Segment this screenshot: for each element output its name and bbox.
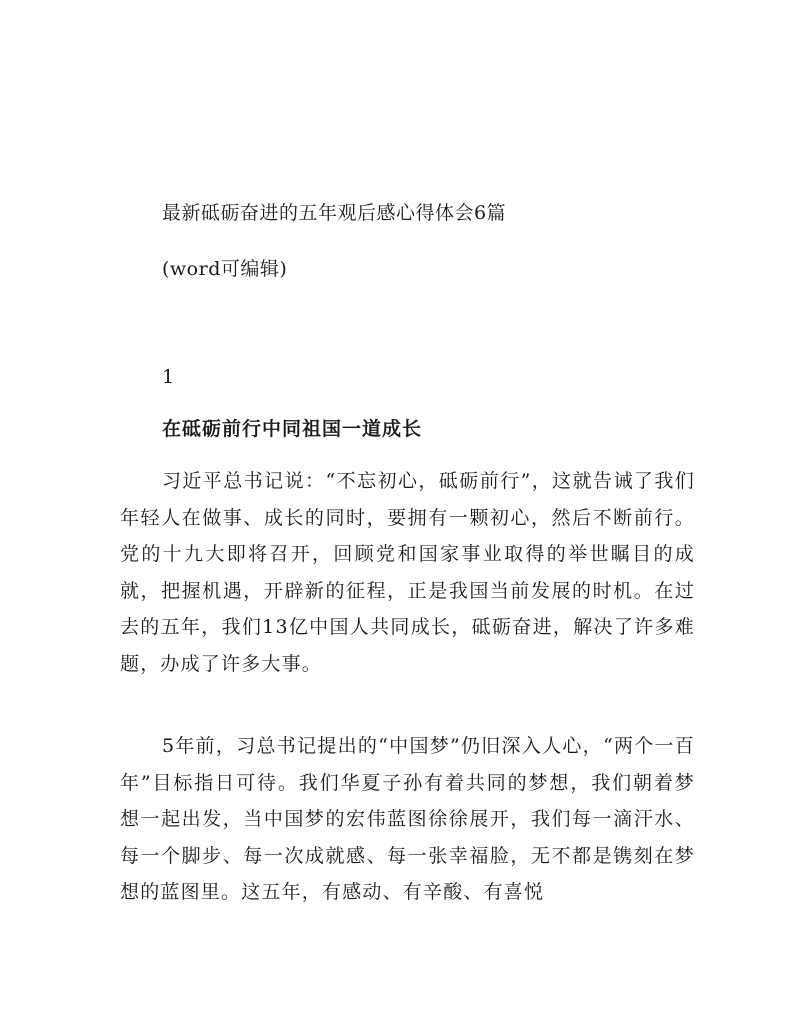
document-subtitle: (word可编辑) bbox=[162, 258, 288, 280]
document-title: 最新砥砺奋进的五年观后感心得体会6篇 bbox=[162, 202, 507, 224]
section-number: 1 bbox=[162, 366, 175, 388]
section-heading: 在砥砺前行中同祖国一道成长 bbox=[162, 418, 423, 440]
body-paragraph: 5年前，习总书记提出的“中国梦”仍旧深入人心，“两个一百年”目标指日可待。我们华夏子孙有着共同的梦想，我们朝着梦想一起出发，当中国梦的宏伟蓝图徐徐展开，我们每一滴汗水、每一个脚步、每一次成就感、每一张幸福脸，无不都是镌刻在梦想的蓝图里。这五年，有感动、有辛酸、有喜悦 bbox=[120, 735, 695, 903]
body-paragraph: 习近平总书记说：“不忘初心，砥砺前行”，这就告诫了我们年轻人在做事、成长的同时，要拥有一颗初心，然后不断前行。党的十九大即将召开，回顾党和国家事业取得的举世瞩目的成就，把握机遇，开辟新的征程，正是我国当前发展的时机。在过去的五年，我们13亿中国人共同成长，砥砺奋进，解决了许多难题，办成了许多大事。 bbox=[120, 470, 695, 675]
